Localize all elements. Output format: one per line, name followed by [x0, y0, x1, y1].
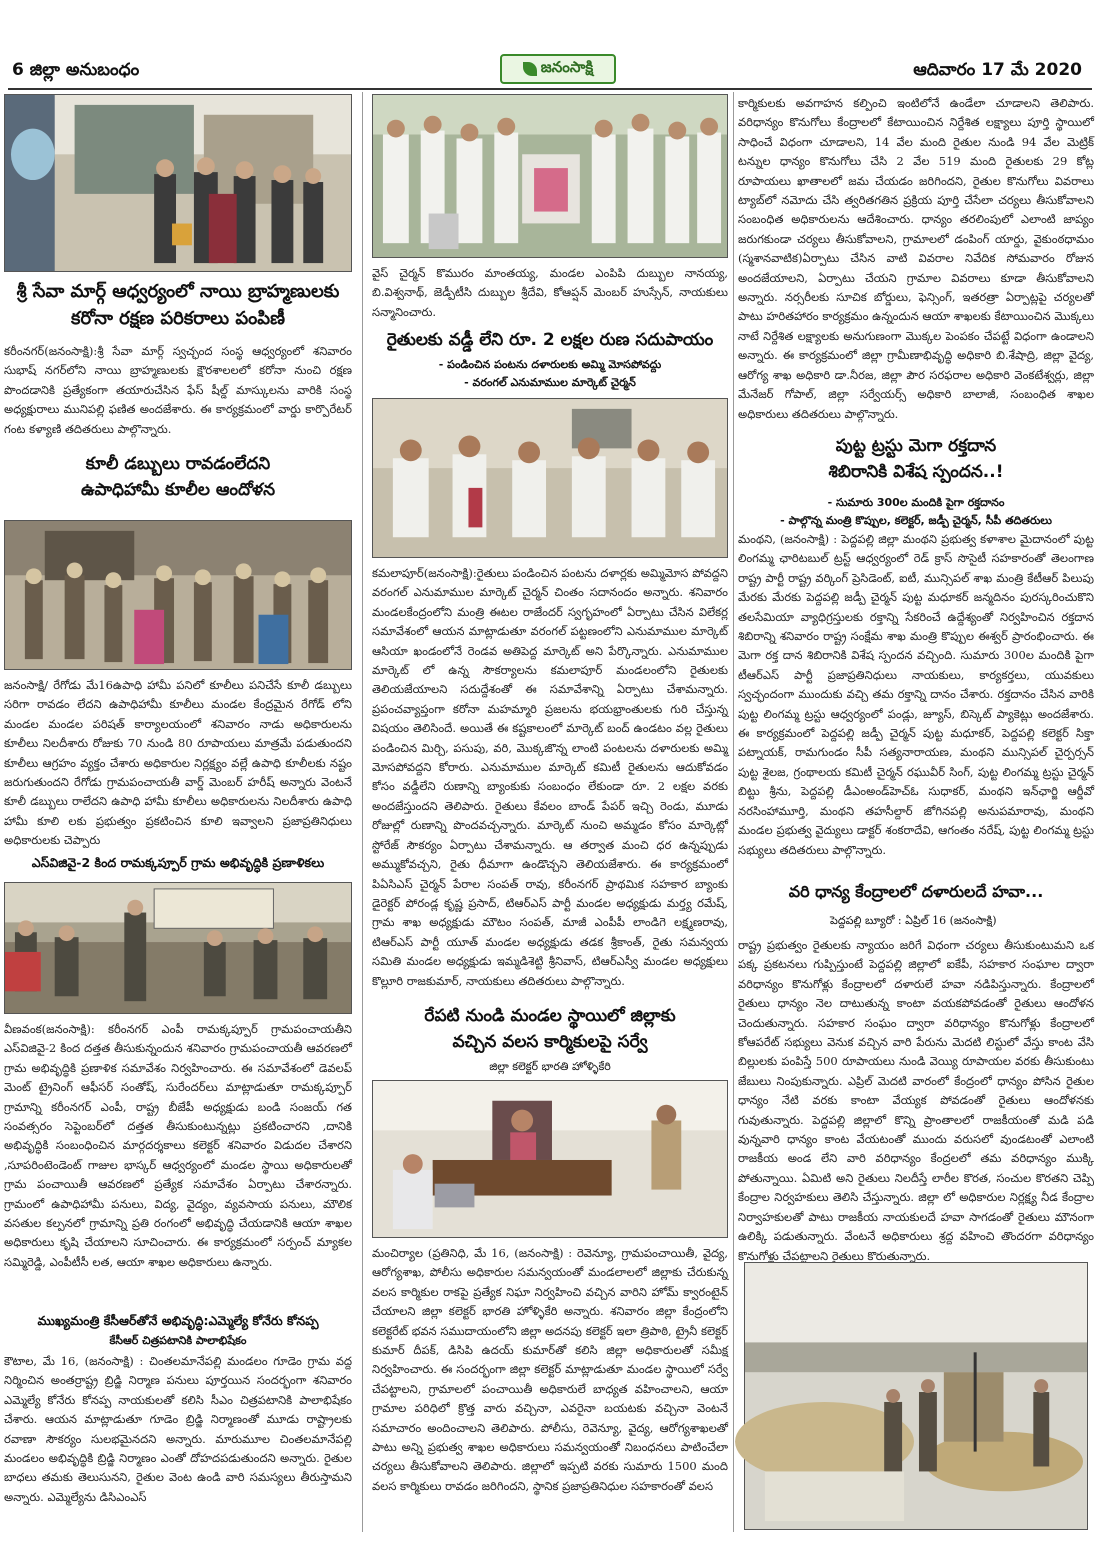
issue-date: ఆదివారం 17 మే 2020 [913, 60, 1082, 80]
subhead-dont-sell-middlemen: - పండించిన పంటను దళారులకు అమ్మి మోసపోవద్దు [438, 358, 662, 371]
story-migrant-survey: మంచిర్యాల (ప్రతినిధి, మే 16, (జనంసాక్షి) : రెవెన్యూ, గ్రామపంచాయితీ, వైద్య, ఆరోగ్యశాఖ, పోలీసు అధికారుల సమన్వయంతో మండలాలలో జిల్లాకు చేరుకున్న వలస కార్మికుల రాకపై ప్రత్యేక నిఘా నిర్వహించి వచ్చిన వారిని హోమ్ క్వారంటైన్ చేయాలని జిల్లా కలెక్టర్ భారతి హోళ్ళికేరి అన్నారు. శనివారం జిల్లా కేంద్రంలోని కలెక్టరేట్ భవన సముదాయంలోని జిల్లా అదనపు కలెక్టర్ ఇలా త్రిపాఠి, ట్రైనీ కలెక్టర్ కుమార్ దీపక్, డిసిపి ఉదయ్ కుమార్‌తో కలిసి జిల్లా అధికారులతో సమీక్ష నిర్వహించారు. ఈ సందర్భంగా జిల్లా కలెక్టర్ మాట్లాడుతూ మండల స్థాయిలో సర్వే చేపట్టాలని, గ్రామాలలో పంచాయితీ అధికారులే బాధ్యత వహించాలని, ఆయా గ్రామాల పరిధిలో క్రొత్త వారు వచ్చినా, ఎవరైనా బయటకు వచ్చినా వెంటనే సమాచారం అందించాలని తెలిపారు. పోలీసు, రెవెన్యూ, వైద్య, ఆరోగ్యశాఖలతో పాటు అన్ని ప్రభుత్వ శాఖల అధికారులు సమన్వయంతో నిబంధనలు పాటించేలా చర్యలు తీసుకోవాలని తెలిపారు. జిల్లాలో ఇప్పటి వరకు సుమారు 1500 మంది వలస కార్మికులు రావడం జరిగిందని, స్థానిక ప్రజాప్రతినిధుల సహకారంతో వలస [372, 1246, 728, 1493]
page-label: 6 జిల్లా అనుబంధం [12, 60, 140, 80]
photo-press-meet [372, 398, 728, 558]
photo-collector-review [372, 1080, 728, 1238]
story-seva-marg: కరీంనగర్(జనంసాక్షి):శ్రీ సేవా మార్గ్ స్వచ్ఛంద సంస్థ ఆధ్వర్యంలో శనివారం సుభాష్ నగర్‌లోని నాయి బ్రాహ్మణులకు క్షౌరశాలలలో కరోనా నుంచి రక్షణ పొందడానికి ప్రత్యేకంగా తయారుచేసిన ఫేస్ షీల్డ్ మాస్కులను వారికి సంస్థ అధ్యక్షురాలు మునిపల్లి ఫణిత అందజేశారు. ఈ కార్యక్రమంలో వార్డు కార్పొరేటర్ గంట కళ్యాణి తదితరులు పాల్గొన్నారు. [4, 344, 352, 436]
photo-laborers-protest [4, 520, 352, 670]
photo-village-meeting [4, 882, 352, 1014]
caption-felicitation: వైస్ చైర్మన్ కొమురం మాంతయ్య, మండల ఎంపిపి దుబ్బుల నానయ్య, బి.విశ్వనాథ్, జెడ్పీటీసి దుబ్బుల శ్రీదేవి, కోఆప్షన్ మెంబర్ హుస్సేన్, నాయకులు సన్మానించారు. [372, 266, 728, 319]
photo-felicitation [372, 94, 728, 258]
column-rule [733, 92, 734, 1532]
headline-seva-marg: శ్రీ సేవా మార్గ్ ఆధ్వర్యంలో నాయి బ్రాహ్మణులకు కరోనా రక్షణ పరికరాలు పంపిణీ [16, 281, 340, 329]
story-kcr-development: కౌటాల, మే 16, (జనంసాక్షి) : చింతలమానేపల్లి మండలం గూడెం గ్రామ వద్ద నిర్మించిన అంతర్రాష్ట్ర బ్రిడ్జి నిర్మాణ పనులు పూర్తయిన సందర్భంగా శనివారం ఎమ్మెల్యే కోనేరు కోనప్ప నాయకులతో కలిసి సీఎం చిత్రపటానికి పాలాభిషేకం చేశారు. ఆయన మాట్లాడుతూ గూడెం బ్రిడ్జి నిర్మాణంతో మూడు రాష్ట్రాలకు రవాణా సౌకర్యం సులభమైనదని అన్నారు. మారుమూల చింతలమానేపల్లి మండలం అభివృద్ధికి బ్రిడ్జి నిర్మాణం ఎంతో దోహదపడుతుందని అన్నారు. రైతుల బాధలు తమకు తెలుసునని, రైతుల వెంట ఉండి వారి సమస్యలు తీరుస్తామని అన్నారు. ఎమ్మెల్యేను డిసిఎంఎస్ [4, 1354, 352, 1504]
headline-village-plan: ఎస్‌విజివై-2 కింద రామక్కప్పూర్ గ్రామ అభివృద్ధికి ప్రణాళికలు [31, 855, 325, 870]
subhead-market-chairman: - వరంగల్ ఎనుమాముల మార్కెట్ చైర్మన్ [464, 376, 636, 389]
headline-blood-donation: పుట్ట ట్రస్టు మెగా రక్తదాన శిబిరానికి విశేష స్పందన..! [828, 436, 1004, 482]
photo-paddy-center [744, 1262, 1088, 1530]
column-rule [362, 92, 363, 1532]
newspaper-logo [500, 54, 616, 84]
story-migrant-survey-continued: కార్మికులకు అవగాహన కల్పించి ఇంటిలోనే ఉండేలా చూడాలని తెలిపారు. వరిధాన్యం కొనుగోలు కేంద్రాలలో కేటాయించిన నిర్దేశిత లక్ష్యాలు పూర్తి స్థాయిలో సాధించే విధంగా చూడాలని, 14 వేల మంది రైతుల నుండి 94 వేల మెట్రిక్ టన్నుల ధాన్యం కొనుగోలు చేసి 2 వేల 519 మంది రైతులకు 29 కోట్ల రూపాయలు ఖాతాలలో జమ చేయడం జరిగిందని, రైతుల కొనుగోలు వివరాలు ట్యాబ్‌లో నమోదు చేసి త్వరితగతిన ప్రక్రియ పూర్తి చేసేలా చర్యలు తీసుకోవాలని సంబంధిత అధికారులను ఆదేశించారు. ధాన్యం తరలింపులో ఎలాంటి జాప్యం జరుగకుండా చర్యలు తీసుకోవాలని, గ్రామాలలో డంపింగ్ యార్డు, వైకుంఠధామం (స్మశానవాటిక)ఏర్పాటు చేసిన వాటి వివరాల నివేదిక సోమవారం రోజున అందజేయాలని, ఏర్పాటు చేయని గ్రామాల వివరాలు కూడా తీసుకోవాలని అన్నారు. నర్సరీలకు సూచిక బోర్డులు, ఫెన్సింగ్, ఇతరత్రా ఏర్పాట్లపై చర్యలతో పాటు హరితహారం కార్యక్రమం ఉన్నందున ఆయా శాఖలకు కేటాయించిన మొక్కలు నాటే నిర్దేశిత లక్ష్యాలకు అనుగుణంగా మొక్కల పెంపకం చేపట్టే విధంగా ఉండాలని అన్నారు. ఈ కార్యక్రమంలో జిల్లా గ్రామీణాభివృద్ధి అధికారి బి.శేషాద్రి, జిల్లా వైద్య, ఆరోగ్య శాఖ అధికారి డా.నీరజ, జిల్లా పౌర సరఫరాల అధికారి వెంకటేశ్వర్లు, జిల్లా మేనేజర్ గోపాల్, జిల్లా సర్వేయర్స్ అధికారి బాలాజీ, సంబంధిత శాఖల అధికారులు తదితరులు పాల్గొన్నారు. [738, 96, 1094, 421]
story-interest-free-loan: కమలాపూర్(జనంసాక్షి):రైతులు పండించిన పంటను దళార్లకు అమ్మిమోస పోవద్దని వరంగల్ ఎనుమాముల మార్కెట్ చైర్మన్ చింతం సదానందం అన్నారు. శనివారం మండలకేంద్రంలోని మంత్రి ఈటల రాజేందర్ స్వగృహంలో ఏర్పాటు చేసిన విలేకర్ల సమావేశంలో ఆయన మాట్లాడుతూ వరంగల్ పట్టణంలోని ఎనుమాముల మార్కెట్ ఆసియా ఖండంలోనే రెండవ అతిపెద్ద మార్కెట్ అని పేర్కొన్నారు. ఎనుమాముల మార్కెట్ లో ఉన్న సౌకర్యాలను కమలాపూర్ మండలంలోని రైతులకు తెలియజేయాలని సదుద్దేశంతో ఈ సమావేశాన్ని ఏర్పాటు చేశామన్నారు. ప్రపంచవ్యాప్తంగా కరోనా మహమ్మారి ప్రజలను భయభ్రాంతులకు గురి చేస్తున్న విషయం తెలిసిందే. అయితే ఈ కష్టకాలంలో మార్కెట్ బంద్ ఉండటం వల్ల రైతులు పండించిన మిర్చి, పసుపు, వరి, మొక్కజొన్న లాంటి పంటలను దళారులకు అమ్మి మోసపోవద్దని కోరారు. ఎనుమాముల మార్కెట్ కమిటీ రైతులను ఆదుకోవడం కోసం వడ్డీలేని రుణాన్ని బ్యాంకుకు సంబంధం లేకుండా రూ. 2 లక్షల వరకు అందజేస్తుందని తెలిపారు. రైతులు కేవలం బాండ్ పేపర్ ఇచ్చి రెండు, మూడు రోజుల్లో రుణాన్ని పొందవచ్చన్నారు. మార్కెట్ నుంచి అమ్మడం కోసం మార్కెట్లో స్టోరేజ్ సౌకర్యం ఏర్పాటు చేశామన్నారు. ఆ తర్వాత మంచి ధర ఉన్నప్పుడు అమ్ముకోవచ్చని, రైతు ధీమాగా ఉండొచ్చని తెలియజేశారు. ఈ కార్యక్రమంలో పిఏసిఎస్ చైర్మన్ పేరాల సంపత్ రావు, కరీంనగర్ ప్రాథమిక సహకార బ్యాంకు డైరెక్టర్ పోరండ్ల కృష్ణ ప్రసాద్, టిఆర్ఎస్ పార్టీ మండల అధ్యక్షుడు మర్త్య రమేష్, గ్రామ శాఖ అధ్యక్షుడు మౌటం సంపత్, మాజీ ఎంపీపీ లాండిగె లక్ష్మణరావు, టిఆర్ఎస్ పార్టీ యూత్ మండల అధ్యక్షుడు తడక శ్రీకాంత్, రైతు సమన్వయ సమితి మండల అధ్యక్షుడు ఇమ్మడిశెట్టి శ్రీనివాస్, టిఆర్ఎస్వీ మండల అధ్యక్షులు కొల్లూరి రాజకుమార్, నాయకులు తదితరులు పాల్గొన్నారు. [372, 566, 728, 988]
subhead-participants: - పాల్గొన్న మంత్రి కొప్పుల, కలెక్టర్, జడ్పీ చైర్మన్, సీపీ తదితరులు [780, 514, 1052, 527]
story-nrega-protest: జనంసాక్షి/ రేగోడు మే16ఉపాధి హామీ పనిలో కూలీలు పనిచేసే కూలీ డబ్బులు సరిగా రావడం లేదని ఉపాధిహామీ కూలీలు మండల కేంద్రమైన రేగోడ్ లోని మండల మండల పరిషత్ కార్యాలయంలో శనివారం నాడు అధికారులను కూలీలు నిలదీశారు రోజుకు 70 నుండి 80 రూపాయలు మాత్రమే పడుతుందని కూలీలు ఆగ్రహం వ్యక్తం చేశారు అధికారుల నిర్లక్ష్యం వల్లే ఉపాధి కూలీలకు నష్టం జరుగుతుందని రేగోడు గ్రామపంచాయతీ వార్డ్ మెంబర్ హరీష్ అన్నారు వెంటనే కూలీ డబ్బులు రాలేదని ఉపాధి హామీ కూలీలు అధికారులను నిలదీశారు ఉపాధి హామీ కూలి లకు ప్రభుత్వం ప్రకటించిన కూలి ఇవ్వాలని ప్రజాప్రతినిధులు అధికారులకు చెప్పారు [4, 678, 352, 848]
headline-paddy-middlemen: వరి ధాన్య కేంద్రాలలో దళారులదే హవా... [788, 882, 1044, 901]
masthead [8, 52, 1092, 90]
headline-nrega-protest: కూలీ డబ్బులు రావడంలేదని ఉపాధిహామీ కూలీల ఆందోళన [80, 454, 276, 500]
photo-face-shields [4, 94, 352, 272]
headline-interest-free-loan: రైతులకు వడ్డీ లేని రూ. 2 లక్షల రుణ సదుపాయం [386, 330, 714, 350]
subhead-kcr-portrait: కేసీఆర్ చిత్రపటానికి పాలాభిషేకం [109, 1334, 247, 1347]
headline-kcr-development: ముఖ్యమంత్రి కేసీఆర్‌తోనే అభివృద్ధి:ఎమ్మెల్యే కోనేరు కోనప్ప [37, 1313, 319, 1328]
subhead-collector: జిల్లా కలెక్టర్ భారతి హోళ్ళికేరి [489, 1060, 611, 1073]
byline-peddapalli: పెద్దపల్లి బ్యూరో : ఏప్రిల్ 16 (జనంసాక్షి) [830, 914, 997, 927]
story-village-plan: వీణవంక(జనంసాక్షి): కరీంనగర్ ఎంపీ రామక్కప్పూర్ గ్రామపంచాయతీని ఎస్‌విజివై-2 కింద దత్తత తీసుకున్నందున శనివారం గ్రామపంచాయతీ ఆవరణలో గ్రామ అభివృద్ధికి ప్రణాళిక సమావేశం నిర్వహించారు. ఈ సమావేశంలో డెవలప్ మెంట్ ట్రైనింగ్ ఆఫీసర్ సంతోష్, సురేందర్‌లు మాట్లాడుతూ రామక్కప్పూర్ గ్రామాన్ని కరీంనగర్ ఎంపీ, రాష్ట్ర బీజేపీ అధ్యక్షుడు బండి సంజయ్ గత సంవత్సరం సెప్టెంబర్‌లో దత్తత తీసుకుంటున్నట్లు ప్రకటించారని ,దానికి అభివృద్ధికి సంబంధించిన మార్గదర్శకాలు కలెక్టర్ శనివారం విడుదల చేశారని ,సూపరింటెండెంట్ గాజుల భాస్కర్ ఆధ్వర్యంలో మండల స్థాయి అధికారులతో గ్రామ పంచాయితీ ఆవరణలో ప్రత్యేక సమావేశం ఏర్పాటు చేశారన్నారు. గ్రామంలో ఉపాధిహామీ పనులు, విద్య, వైద్యం, వ్యవసాయ పనులు, మౌలిక వసతుల కల్పనలో గ్రామాన్ని ప్రతి రంగంలో అభివృద్ధి చేయడానికి ఆయా శాఖల అధికారులు కృషి చేయాలని సూచించారు. ఈ కార్యక్రమంలో సర్పంచ్ మ్యాకల సమ్మిరెడ్డి, ఎంపీటీసీ లత, ఆయా శాఖల అధికారులు ఉన్నారు. [4, 1022, 352, 1269]
leaf-icon [523, 62, 537, 76]
story-paddy-middlemen: రాష్ట్ర ప్రభుత్వం రైతులకు న్యాయం జరిగే విధంగా చర్యలు తీసుకుంటుమని ఒక పక్క ప్రకటనలు గుప్పిస్తుంటే పెద్దపల్లి జిల్లాలో ఐకేపీ, సహకార సంఘాల ద్వారా వరిధాన్యం కొనుగోళ్లు కేంద్రాలలో దళారులే హవా నడిపిస్తున్నారు. కేంద్రాలలో రైతులు ధాన్యం నెల దాటుతున్న కాంటా వయకపోవడంతో రైతులు ఆందోళన చెందుతున్నారు. సహకార సంఘం ద్వారా వరిధాన్యం కొనుగోళ్లు కేంద్రాలలో కోఆపరేట్ సభ్యులు వెనుక వచ్చిన వారి పేరును మెదటి లిస్టులో వేస్తు కాంట వేసి బిల్లులకు పంపిస్తే 500 రూపాయలు నుండి వెయ్యి రూపాయల వరకు తీసుకుంటు జేబులు నింపుకున్నారు. ఎప్రిల్ మెదటి వారంలో కేంద్రంలో ధాన్యం పోసిన రైతుల ధాన్యం నేటి వరకు కాంటా వేయ్యక పోవడంతో రైతులు ఆందోళనకు గువుతున్నారు. పెద్దపల్లి జిల్లాలో కొన్ని ప్రాంతాలలో రాజకీయంతో మడి పడి వున్నవారి ధాన్యం కాంట వేయటంతో ముందు వరుసలో వుండటంతో ఎలాంటి రాజకీయ అండ లేని వారి వరిధాన్యం కేంద్రలలో తమ వరిధాన్యం ముక్కి పోతున్నాయి. ఏమిటి అని రైతులు నిలదీస్తే లారీల కొరత, సంచుల కొరతని చెప్పి కేంద్రాల నిర్వహకులు తెలిసి చేస్తున్నారు. జిల్లా లో అధికారుల నిర్లక్ష్య నీడ కేంద్రాల నిర్వాహకులతో పాటు రాజకీయ నాయకులదే హవా సాగడంతో రైతులు మౌనంగా ఉలిక్కి పడుతున్నారు. వేంటనే అధికారులు శ్రద్ద వహించి తొందరగా వరిధాన్యం కొనుగోళ్లు చేపట్టాలని రైతులు కొరుతున్నారు. [738, 938, 1094, 1263]
subhead-300-donors: - సుమారు 300ల మందికి పైగా రక్తదానం [827, 496, 1005, 509]
logo-text: జనంసాక్షి [540, 58, 594, 76]
story-blood-donation: మంథని, (జనంసాక్షి) : పెద్దపల్లి జిల్లా మంథని ప్రభుత్వ కళాశాల మైదానంలో పుట్ట లింగమ్మ ఛారిటబుల్ ట్రస్ట్ ఆధ్వర్యంలో రెడ్ క్రాస్ సొసైటీ సహకారంతో తెలంగాణ రాష్ట్ర పార్టీ రాష్ట్ర వర్కింగ్ ప్రెసిడెంట్, ఐటీ, మున్సిపల్ శాఖ మంత్రి కేటీఆర్ పిలుపు మేరకు మేరకు పెద్దపల్లి జడ్పీ చైర్మన్ పుట్ట మధూకర్ జన్మదినం పురస్కరించుకొని తలసేమియా వ్యాధిగ్రస్తులకు రక్తాన్ని సేకరించే ఉద్దేశ్యంతో నిర్వహించిన రక్తదాన శిబిరాన్ని శనివారం రాష్ట్ర సంక్షేమ శాఖ మంత్రి కొప్పుల ఈశ్వర్ ప్రారంభించారు. ఈ మెగా రక్త దాన శిబిరానికి విశేష స్పందన వచ్చింది. సుమారు 300ల మందికి పైగా టీఆర్ఎస్ పార్టీ ప్రజాప్రతినిధులు నాయకులు, కార్యకర్తలు, యువకులు స్వచ్ఛందంగా ముందుకు వచ్చి తమ రక్తాన్ని దానం చేశారు. రక్తదానం చేసిన వారికి పుట్ట లింగమ్మ ట్రస్టు ఆధ్వర్యంలో పండ్లు, జ్యూస్, బిస్కెట్ ప్యాకెట్లు అందజేశారు. ఈ కార్యక్రమంలో పెద్దపల్లి జడ్పీ చైర్మన్ పుట్ట మధూకర్, పెద్దపల్లి కలెక్టర్ సిక్తా పట్నాయక్, రామగుండం సీపీ సత్యనారాయణ, మంథని మున్సిపల్ చైర్పర్సన్ పుట్ట శైలజ, గ్రంథాలయ కమిటీ చైర్మన్ రఘువీర్ సింగ్, పుట్ట లింగమ్మ ట్రస్టు చైర్మన్ బిట్టు శ్రీను, పెద్దపల్లి డీఎంఅండ్‌హెచ్ఓ సుధాకర్, మంథని ఇన్‌ఛార్జి ఆర్డీవో నరసింహామూర్తి, మంథని తహసీల్దార్ జోగినపల్లి అనుపమారావు, మంథని మండల ప్రభుత్వ వైద్యులు డాక్టర్ శంకరాదేవి, ఆగంతం నరేష్, పుట్ట లింగమ్మ ట్రస్టు సభ్యులు తదితరులు పాల్గొన్నారు. [738, 532, 1094, 857]
headline-migrant-survey: రేపటి నుండి మండల స్థాయిలో జిల్లాకు వచ్చిన వలస కార్మికులపై సర్వే [424, 1006, 676, 1052]
